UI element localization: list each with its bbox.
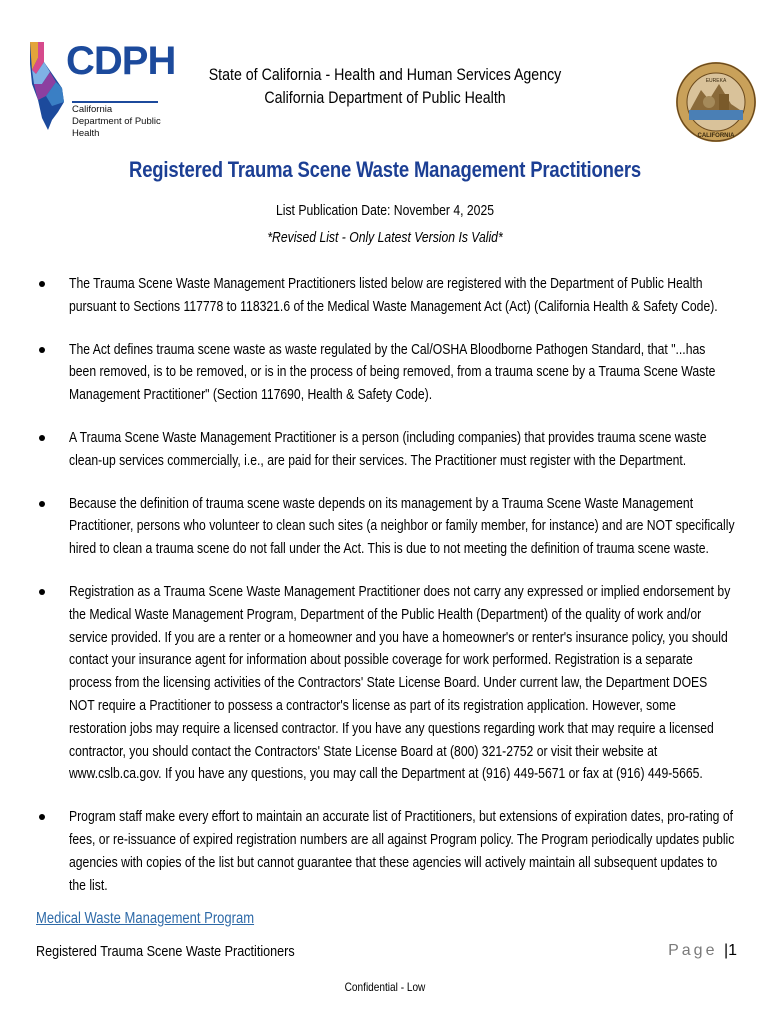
page-word: Page xyxy=(668,942,718,959)
page-number-value: 1 xyxy=(728,942,737,959)
page-title: Registered Trauma Scene Waste Management Practitioners xyxy=(129,157,641,182)
footer-page-number xyxy=(668,942,737,960)
bullet-text: A Trauma Scene Waste Management Practitioner is a person (including companies) that provides trauma scene waste clean-up services commercially, i.e., are paid for their services. The Practitioner must register with the Department. xyxy=(69,429,707,469)
logo-divider xyxy=(72,101,158,103)
california-state-seal-icon xyxy=(675,18,757,153)
footer-document-name: Registered Trauma Scene Waste Practitioners xyxy=(36,943,295,960)
bullet-icon xyxy=(39,501,45,507)
agency-header xyxy=(192,64,579,110)
list-item xyxy=(36,339,736,407)
bullet-text: Because the definition of trauma scene waste depends on its management by a Trauma Scene Waste Management Practitioner, persons who volunteer to clean such sites (a neighbor or family member, for instance) and are NOT specifically hired to clean a trauma scene do not fall under the Act. This is due to not meeting the definition of trauma scene waste. xyxy=(69,495,735,558)
program-link[interactable]: Medical Waste Management Program xyxy=(36,910,255,927)
seal-ring-text-california: CALIFORNIA xyxy=(697,133,735,139)
bullet-icon xyxy=(39,435,45,441)
cdph-logo-subtitle: California Department of Public Health xyxy=(72,104,161,139)
bullet-text: The Act defines trauma scene waste as waste regulated by the Cal/OSHA Bloodborne Pathogen Standard, that "...has been removed, is to be removed, or is in the process of being removed, from a trauma scene by a Trauma Scene Waste Management Practitioner" (Section 117690, Health & Safety Code). xyxy=(69,341,716,404)
agency-line-1: State of California - Health and Human Services Agency xyxy=(208,66,562,84)
bullet-icon xyxy=(39,589,45,595)
seal-motto: EUREKA xyxy=(705,78,727,84)
publication-date: List Publication Date: November 4, 2025 xyxy=(275,203,495,219)
list-item xyxy=(36,806,736,897)
list-item xyxy=(36,273,736,319)
california-map-icon xyxy=(28,40,68,132)
confidentiality-label: Confidential - Low xyxy=(344,980,426,994)
list-item xyxy=(36,427,736,473)
bullet-text: Program staff make every effort to maintain an accurate list of Practitioners, but extensions of expiration dates, pro-rating of fees, or re-issuance of expired registration numbers are all against Program policy. The Program periodically updates public agencies with copies of the list but cannot guarantee that these agencies will actively maintain all subsequent updates to the list. xyxy=(69,809,735,894)
list-item xyxy=(36,581,736,786)
revised-note: *Revised List - Only Latest Version Is Valid* xyxy=(267,230,503,246)
bullet-text: Registration as a Trauma Scene Waste Management Practitioner does not carry any expressed or implied endorsement by the Medical Waste Management Program, Department of the Public Health (Department) of the quality of work and/or service provided. If you are a renter or a homeowner and you have a homeowner's or renter's insurance policy, you should contact your insurance agent for information about possible coverage for work performed. Registration is a separate process from the licensing activities of the Contractors' State License Board. Under current law, the Department DOES NOT require a Practitioner to possess a contractor's license as part of its registration application. However, some restoration jobs may require a licensed contractor. If you have any questions regarding work that may require a licensed contractor, you should contact the Contractors' State License Board at (800) 321-2752 or visit their website at www.cslb.ca.gov. If you have any questions, you may call the Department at (916) 449-5671 or fax at (916) 449-5665. xyxy=(69,583,731,783)
cdph-logo xyxy=(28,38,176,139)
bullet-text: The Trauma Scene Waste Management Practitioners listed below are registered with the Department of Public Health pursuant to Sections 117778 to 118321.6 of the Medical Waste Management Act (Act) (California Health & Safety Code). xyxy=(69,276,718,315)
page-separator: | xyxy=(723,942,729,959)
bullet-icon xyxy=(39,347,45,353)
agency-line-2: California Department of Public Health xyxy=(264,89,506,107)
cdph-wordmark: CDPH xyxy=(66,39,176,83)
list-item xyxy=(36,493,736,561)
bullet-icon xyxy=(39,814,45,820)
bullet-icon xyxy=(39,281,45,287)
info-bullet-list xyxy=(36,273,736,917)
